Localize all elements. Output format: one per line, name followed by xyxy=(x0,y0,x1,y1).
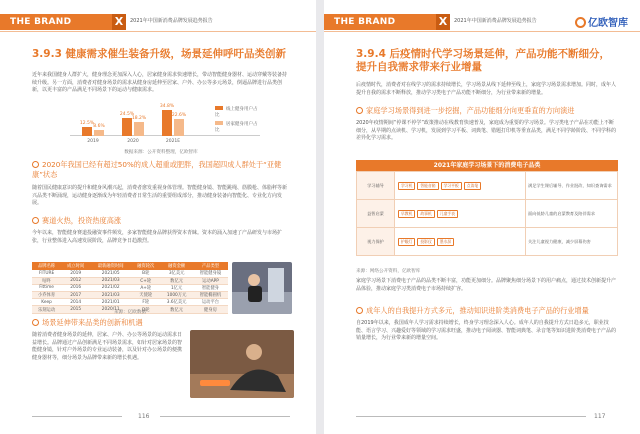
bullet-dot-icon xyxy=(32,161,39,168)
data-label: 12.5% xyxy=(79,120,95,126)
table-row xyxy=(32,284,228,291)
category-cell: 学习辅导 xyxy=(357,172,395,200)
table-cell: 智能椭圆机 xyxy=(193,292,228,299)
legend-swatch xyxy=(215,106,223,110)
bullet-heading xyxy=(356,306,618,316)
table-cell: FITURE xyxy=(32,270,61,277)
product-tag: 故事机 xyxy=(417,210,434,218)
chart-bar xyxy=(134,122,144,136)
right-page xyxy=(324,0,640,434)
bullet-text: 成年人的自我提升方式多元，推动知识进阶类消费电子产品的行业增量 xyxy=(366,306,589,315)
table-cell: 天使轮 xyxy=(131,292,160,299)
header-rule xyxy=(324,31,640,32)
table-cell: 1亿元 xyxy=(160,284,193,291)
x-tick-label: 2021E xyxy=(165,139,181,144)
table-cell: A+轮 xyxy=(131,284,160,291)
table-cell: 1000万元 xyxy=(160,292,193,299)
x-tick-label: 2020 xyxy=(127,139,139,144)
category-cell: 视力保护 xyxy=(357,228,395,256)
fitness-photo xyxy=(232,262,292,314)
legend-label: 线上健身用户占比 xyxy=(215,107,258,118)
paragraph: 随着国民健康意识的提升和健身风潮兴起，消费者愈发重视身体管理。智能健身镜、智能跳绳、筋膜枪、体脂秤等新兴品类不断涌现，运动健身逐渐成为年轻消费者日常生活的重要组成部分，推动健身装备向智能化、专业化方向发展。 xyxy=(32,185,288,207)
chart-caption: 数据来源：公开资料整理，亿欧智库 xyxy=(124,150,198,155)
table-cell: 数亿元 xyxy=(160,306,193,313)
paragraph: 2020年疫情期间“停课不停学”政策推动在线教育快速普及，家庭成为重要的学习场景。学习类电子产品在功能上不断细分，从早期的点读机、学习机，发展到学习平板、词典笔、错题打印机等垂直品类，满足不同学龄阶段、不同学科的差异化学习需求。 xyxy=(356,120,617,142)
brand-x: X xyxy=(436,14,450,30)
table-header-cell: 产品类型 xyxy=(193,262,228,270)
table-row xyxy=(357,228,618,256)
legend-item xyxy=(215,121,260,133)
table-row xyxy=(32,277,228,284)
report-title: 2021年中国新消费品牌发展趋势报告 xyxy=(454,18,537,24)
table-cell: B轮 xyxy=(131,270,160,277)
table-cell: 2020/11 xyxy=(90,306,131,313)
product-cell xyxy=(395,200,526,228)
bullet-text: 家庭学习场景得到进一步挖掘，产品功能细分向更垂直的方向演进 xyxy=(366,106,575,115)
footer-rule xyxy=(32,416,122,417)
table-cell: 2021/03 xyxy=(90,277,131,284)
workout-photo xyxy=(190,330,294,398)
brand-bar: THE BRAND xyxy=(0,14,112,30)
x-tick-label: 2019 xyxy=(87,139,99,144)
data-label: 8.6% xyxy=(93,123,105,129)
table-cell: 2021/05 xyxy=(90,270,131,277)
paragraph: 随着消费者健身场景的延伸，居家、户外、办公等场景的运动需求日益增长。品牌通过产品创新满足不同场景需求，如针对居家场景的智能健身镜，针对户外场景的专业运动装备，以及针对办公场景的便携健身器材等，细分场景为品牌带来新的增长机遇。 xyxy=(32,332,183,361)
table-cell: 小乔体育 xyxy=(32,292,61,299)
logo-icon xyxy=(575,17,586,28)
table-cell: 2017 xyxy=(61,292,90,299)
bullet-heading xyxy=(356,106,618,116)
table-cell: 2021/01 xyxy=(90,299,131,306)
data-label: 24.5% xyxy=(119,111,135,117)
paragraph: 自2019年以来，我国成年人学习需求持续增长，终身学习理念深入人心。成年人的自我提升方式日趋多元，职业技能、语言学习、兴趣爱好等领域的学习需求旺盛，推动电子阅读器、智能词典笔、录音笔等知识进阶类消费电子产品的销量增长，为行业带来新的增量空间。 xyxy=(356,320,617,342)
table-cell: C+轮 xyxy=(131,277,160,284)
page-header xyxy=(324,14,640,30)
table-title: 2021年家庭学习场景下的消费电子品类 xyxy=(356,160,618,171)
table-header-cell: 最新融资时间 xyxy=(90,262,131,270)
product-cell xyxy=(395,228,526,256)
table-cell: 2012 xyxy=(61,277,90,284)
product-tag: 护眼灯 xyxy=(398,238,415,246)
product-tag: 墨水屏 xyxy=(437,238,454,246)
section-title: 3.9.4 后疫情时代学习场景延伸，产品功能不断细分，提升自我需求带来行业增量 xyxy=(356,48,611,73)
table-cell: 2014 xyxy=(61,299,90,306)
product-cell xyxy=(395,172,526,200)
table-cell: 2021/02 xyxy=(90,284,131,291)
product-tag: 投影仪 xyxy=(417,238,434,246)
paragraph: 近年来我国健身人群扩大，健身理念更加深入人心，居家健身需求快速增长，带动智能健身器材、运动穿戴等装备持续升级。另一方面，消费者对健身场景的需求从健身房延伸至居家、户外、办公等多元场景，倒逼品牌进行品类创新，以更丰富的产品满足不同场景下的运动与健康需求。 xyxy=(32,72,288,94)
product-tag: 学习机 xyxy=(398,182,415,190)
chart-bar xyxy=(94,130,104,136)
table-row xyxy=(32,270,228,277)
data-label: 22.6% xyxy=(171,113,187,119)
brand-logo xyxy=(575,14,628,29)
page-header xyxy=(0,14,316,30)
bullet-dot-icon xyxy=(356,107,363,114)
table-row xyxy=(357,200,618,228)
logo-text: 亿欧智库 xyxy=(588,18,628,29)
table-cell: 2016 xyxy=(61,284,90,291)
product-tag: 智能音箱 xyxy=(417,182,438,190)
category-cell: 益智启蒙 xyxy=(357,200,395,228)
table-cell: 3亿美元 xyxy=(160,270,193,277)
table-cell: 3.6亿美元 xyxy=(160,299,193,306)
data-label: 18.2% xyxy=(131,116,147,122)
product-tag: 点读笔 xyxy=(464,182,481,190)
bullet-heading xyxy=(32,216,294,226)
table-row xyxy=(32,292,228,299)
bullet-heading xyxy=(32,318,294,328)
table-cell: 2019 xyxy=(61,270,90,277)
table-cell: 数亿元 xyxy=(160,277,193,284)
table-cell: Keep xyxy=(32,299,61,306)
section-title: 3.9.3 健康需求催生装备升级，场景延伸呼吁品类创新 xyxy=(32,48,287,60)
chart-legend xyxy=(215,106,260,136)
product-tag: 儿童手表 xyxy=(437,210,458,218)
table-caption: 来源：网络公开资料，亿欧智库 xyxy=(356,269,421,274)
bullet-dot-icon xyxy=(32,319,39,326)
data-label: 34.8% xyxy=(159,103,175,109)
category-table xyxy=(356,160,618,256)
table-cell: D轮 xyxy=(131,306,160,313)
chart-bar xyxy=(174,119,184,136)
table-cell: 智能健身 xyxy=(193,284,228,291)
paragraph: 今年以来，智能健身赛道投融资事件频发，多家智能健身品牌获得资本青睐。资本的涌入加速了产品研发与市场扩张，行业整体进入高速发展阶段，品牌竞争日趋激烈。 xyxy=(32,230,283,244)
table-cell: 运动APP xyxy=(193,277,228,284)
category-grid xyxy=(356,171,618,256)
footer-rule xyxy=(356,416,586,417)
table-cell: 运动平台 xyxy=(193,299,228,306)
report-title: 2021年中国新消费品牌发展趋势报告 xyxy=(130,18,213,24)
table-row xyxy=(357,172,618,200)
legend-swatch xyxy=(215,121,223,125)
bullet-heading xyxy=(32,160,294,180)
product-tag: 学习平板 xyxy=(441,182,462,190)
table-cell: F轮 xyxy=(131,299,160,306)
table-header-cell: 成立时间 xyxy=(61,262,90,270)
bullet-dot-icon xyxy=(356,307,363,314)
bullet-dot-icon xyxy=(32,217,39,224)
page-number: 117 xyxy=(594,413,606,420)
footer-rule xyxy=(160,416,290,417)
bar-chart xyxy=(70,98,260,146)
table-header-cell: 融资金额 xyxy=(160,262,193,270)
bullet-text: 场景延伸带来品类的创新和机遇 xyxy=(42,318,143,327)
paragraph: 后疫情时代，消费者对在线学习的需求持续增长，学习场景从线下延伸至线上，家庭学习场景需求增加。同时，成年人提升自我的需求不断释放，推动学习类电子产品功能不断细分，为行业带来新的增量。 xyxy=(356,82,617,96)
table-row xyxy=(32,299,228,306)
bullet-text: 赛道火热，投资热度高涨 xyxy=(42,216,122,225)
brand-bar: THE BRAND xyxy=(324,14,436,30)
table-caption: 来源：亿欧数据 xyxy=(113,310,147,315)
table-cell: 智能健身镜 xyxy=(193,270,228,277)
table-cell: 健身房 xyxy=(193,306,228,313)
table-header-cell: 融资轮次 xyxy=(131,262,160,270)
table-cell: 2021/03 xyxy=(90,292,131,299)
table-cell: 乐刻运动 xyxy=(32,306,61,313)
description-cell: 满足学生课后辅导、作业批改、知识查询需求 xyxy=(526,172,618,200)
page-number: 116 xyxy=(138,413,150,420)
table-header-cell: 品牌名称 xyxy=(32,262,61,270)
left-page xyxy=(0,0,316,434)
description-cell: 面向低龄儿童的启蒙教育及陪伴需求 xyxy=(526,200,618,228)
funding-table xyxy=(32,262,228,314)
brand-x: X xyxy=(112,14,126,30)
bullet-text: 2020年我国已经有超过50%的成人超重或肥胖，我国超四成人群处于“亚健康”状态 xyxy=(32,160,282,179)
legend-label: 居家健身用户占比 xyxy=(215,122,258,133)
description-cell: 关注儿童视力健康，减少屏幕伤害 xyxy=(526,228,618,256)
product-tag: 早教机 xyxy=(398,210,415,218)
header-rule xyxy=(0,31,316,32)
table-cell: 2015 xyxy=(61,306,90,313)
table-cell: 咕咚 xyxy=(32,277,61,284)
paragraph: 家庭学习场景下消费电子产品的品类不断丰富，功能更加细分。品牌聚焦细分场景下的用户痛点，通过技术创新提升产品体验，推动家庭学习类消费电子市场持续扩容。 xyxy=(356,278,617,292)
table-cell: Fittime xyxy=(32,284,61,291)
legend-item xyxy=(215,106,260,118)
